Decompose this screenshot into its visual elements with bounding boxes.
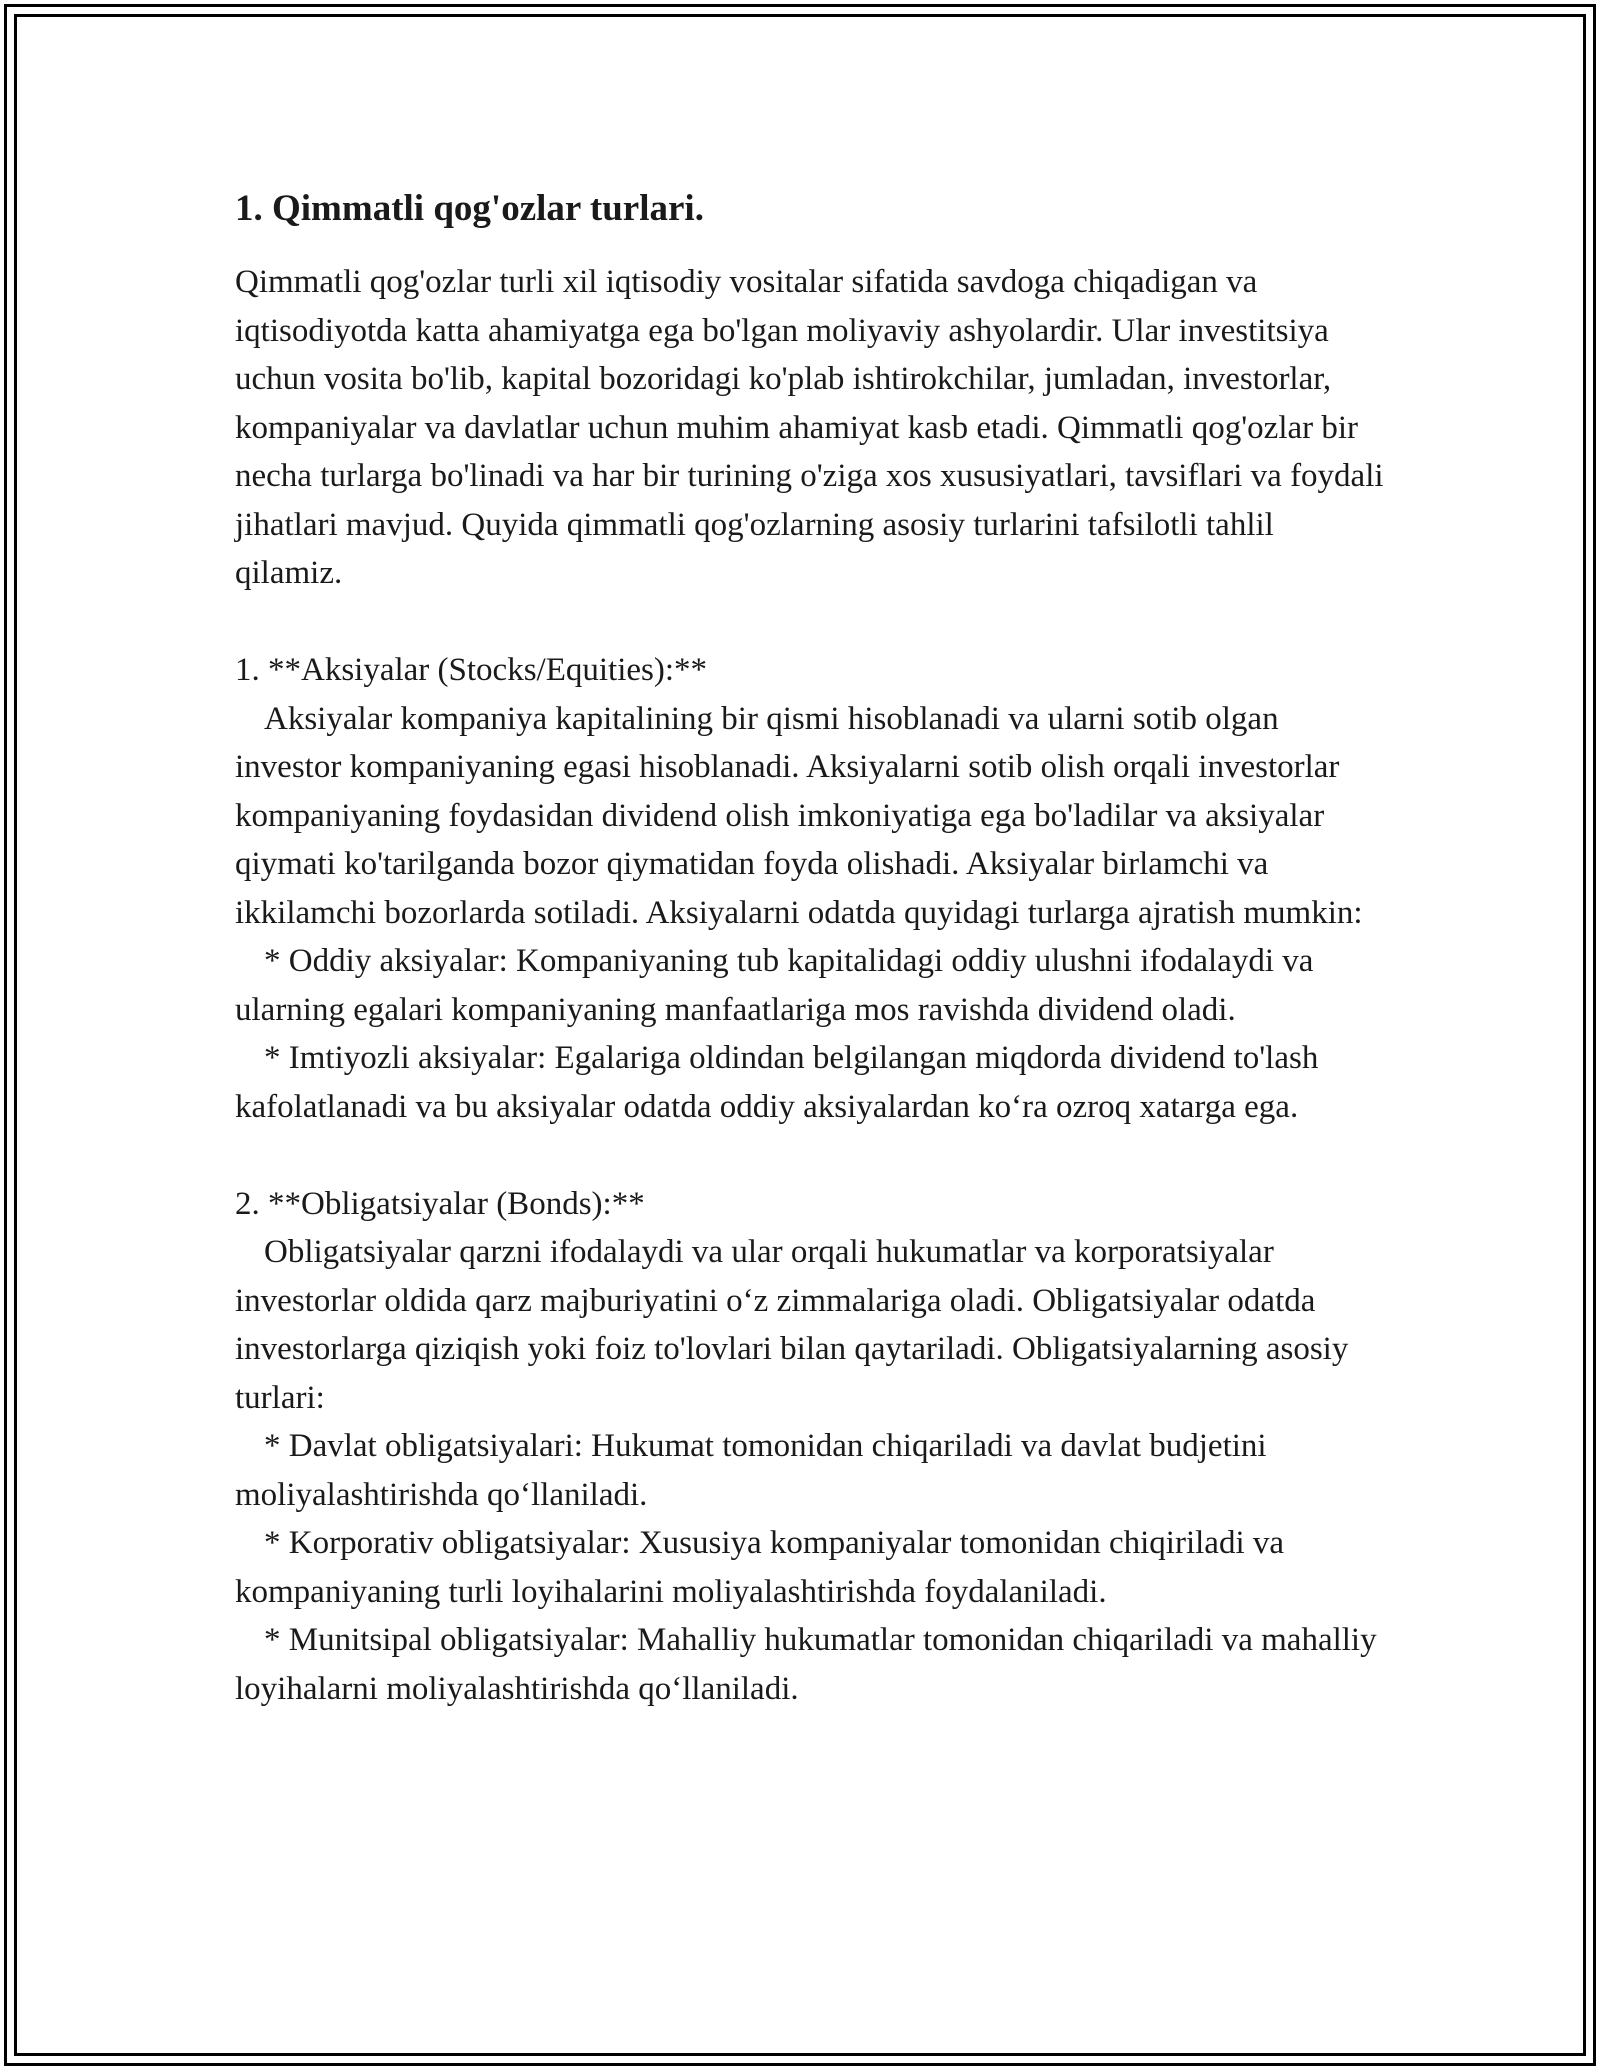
section-2-bullet-2-text: * Korporativ obligatsiyalar: Xususiya kompaniyalar tomonidan chiqiriladi va kompaniyaning turli loyihalarini moliyalashtirishda foydalaniladi. [235,1525,1285,1610]
section-2-bullet-1 [235,1422,1385,1519]
section-2-bullet-1-text: * Davlat obligatsiyalari: Hukumat tomonidan chiqariladi va davlat budjetini moliyalashtirishda qo‘llaniladi. [235,1428,1267,1513]
section-1-body [235,695,1385,938]
section-1-title: 1. **Aksiyalar (Stocks/Equities):** [235,652,708,688]
page-title: 1. Qimmatli qog'ozlar turlari. [235,188,704,229]
paragraph-gap [235,598,1385,647]
section-2-body [235,1228,1385,1422]
document-page [235,186,1385,1713]
section-1-body-text: Aksiyalar kompaniya kapitalining bir qismi hisoblanadi va ularni sotib olgan investor kompaniyaning egasi hisoblanadi. Aksiyalarni sotib olish orqali investorlar kompaniyaning foydasidan dividend olish imkoniyatiga ega bo'ladilar va aksiyalar qiymati ko'tarilganda bozor qiymatidan foyda olishadi. Aksiyalar birlamchi va ikkilamchi bozorlarda sotiladi. Aksiyalarni odatda quyidagi turlarga ajratish mumkin: [235,700,1363,931]
section-2-bullet-2 [235,1519,1385,1616]
section-1-bullet-2 [235,1034,1385,1131]
paragraph-gap [235,1131,1385,1180]
section-2-bullet-3 [235,1616,1385,1713]
intro-paragraph: Qimmatli qog'ozlar turli xil iqtisodiy vositalar sifatida savdoga chiqadigan va iqtisodiyotda katta ahamiyatga ega bo'lgan moliyaviy ashyolardir. Ular investitsiya uchun vosita bo'lib, kapital bozoridagi ko'plab ishtirokchilar, jumladan, investorlar, kompaniyalar va davlatlar uchun muhim ahamiyat kasb etadi. Qimmatli qog'ozlar bir necha turlarga bo'linadi va har bir turining o'ziga xos xususiyatlari, tavsiflari va foydali jihatlari mavjud. Quyida qimmatli qog'ozlarning asosiy turlarini tafsilotli tahlil qilamiz. [235,264,1384,591]
section-1-bullet-2-text: * Imtiyozli aksiyalar: Egalariga oldindan belgilangan miqdorda dividend to'lash kafolatlanadi va bu aksiyalar odatda oddiy aksiyalardan ko‘ra ozroq xatarga ega. [235,1040,1319,1125]
section-1-bullet-1 [235,937,1385,1034]
section-2-bullet-3-text: * Munitsipal obligatsiyalar: Mahalliy hukumatlar tomonidan chiqariladi va mahalliy loyihalarni moliyalashtirishda qo‘llaniladi. [235,1622,1377,1707]
section-2-body-text: Obligatsiyalar qarzni ifodalaydi va ular orqali hukumatlar va korporatsiyalar investorlar oldida qarz majburiyatini o‘z zimmalariga oladi. Obligatsiyalar odatda investorlarga qiziqish yoki foiz to'lovlari bilan qaytariladi. Obligatsiyalarning asosiy turlari: [235,1234,1349,1416]
section-2-title: 2. **Obligatsiyalar (Bonds):** [235,1185,645,1222]
section-1-bullet-1-text: * Oddiy aksiyalar: Kompaniyaning tub kapitalidagi oddiy ulushni ifodalaydi va ularning egalari kompaniyaning manfaatlariga mos ravishda dividend oladi. [235,943,1314,1028]
